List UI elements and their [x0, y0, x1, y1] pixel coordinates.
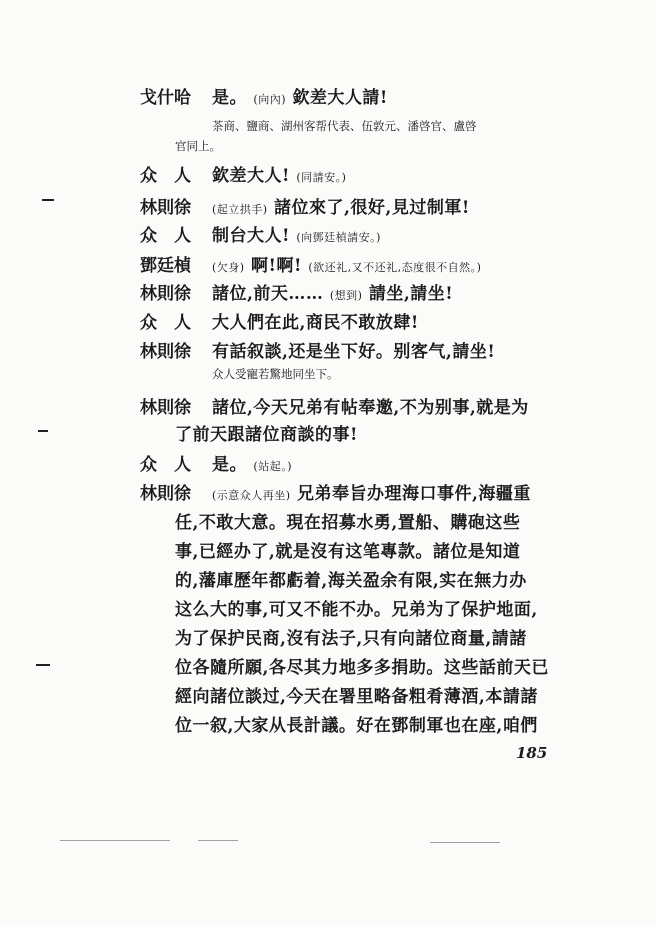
speaker-name: 众 人 [140, 455, 191, 475]
dialogue-line: (起立拱手) 諸位來了,很好,見过制軍! [212, 198, 470, 218]
dialogue-line: 制台大人! (向鄧廷楨請安。) [212, 226, 381, 246]
dialogue-continuation: 了前天跟諸位商談的事! [175, 425, 358, 445]
dialogue-line: 是。 (站起。) [212, 455, 293, 475]
scan-smudge [198, 840, 238, 841]
dialogue-continuation: 为了保护民商,沒有法子,只有向諸位商量,請諸 [175, 629, 527, 649]
stage-note: (欠身) [212, 261, 245, 274]
stage-note: (起立拱手) [212, 203, 268, 216]
dialogue-continuation: 位一叙,大家从長計議。好在鄧制軍也在座,咱們 [175, 716, 538, 736]
speaker-name: 众 人 [140, 313, 191, 333]
stage-note: (站起。) [253, 460, 293, 473]
speaker-name: 林則徐 [140, 198, 191, 218]
scan-smudge [60, 840, 170, 841]
speaker-name: 林則徐 [140, 284, 191, 304]
speaker-name: 林則徐 [140, 398, 191, 418]
scan-smudge [430, 842, 500, 843]
stage-note: (向鄧廷楨請安。) [296, 231, 381, 244]
speaker-name: 鄧廷楨 [140, 256, 191, 276]
speaker-name: 众 人 [140, 226, 191, 246]
stage-note: (欲还礼,又不还礼,态度很不自然。) [308, 261, 482, 274]
page-number: 185 [516, 744, 548, 762]
speaker-name: 众 人 [140, 166, 191, 186]
dialogue-continuation: 这么大的事,可又不能不办。兄弟为了保护地面, [175, 600, 538, 620]
margin-mark [42, 199, 54, 201]
dialogue-continuation: 位各隨所願,各尽其力地多多捐助。这些話前天已 [175, 658, 549, 678]
dialogue-continuation: 任,不敢大意。現在招募水勇,置船、購砲这些 [175, 513, 521, 533]
margin-mark [38, 430, 48, 432]
dialogue-line: (示意众人再坐) 兄弟奉旨办理海口事件,海疆重 [212, 484, 531, 504]
stage-note: (同請安。) [296, 171, 347, 184]
dialogue-line: 欽差大人! (同請安。) [212, 166, 347, 186]
dialogue-continuation: 的,藩庫歷年都虧着,海关盈余有限,实在無力办 [175, 571, 527, 591]
dialogue-continuation: 事,已經办了,就是沒有这笔專款。諸位是知道 [175, 542, 521, 562]
dialogue-line: 是。 (向內) 欽差大人請! [212, 88, 388, 108]
stage-direction: 官同上。 [175, 139, 221, 153]
margin-mark [36, 664, 50, 666]
speaker-name: 林則徐 [140, 484, 191, 504]
dialogue-continuation: 經向諸位談过,今天在署里略备粗肴薄酒,本請諸 [175, 687, 538, 707]
speaker-name: 林則徐 [140, 342, 191, 362]
dialogue-line: 有話叙談,还是坐下好。别客气,請坐! [212, 342, 496, 362]
dialogue-line: (欠身) 啊!啊! (欲还礼,又不还礼,态度很不自然。) [212, 256, 482, 276]
stage-direction: 茶商、鹽商、湖州客帮代表、伍敦元、潘啓官、盧啓 [212, 119, 477, 133]
stage-note: (示意众人再坐) [212, 489, 291, 502]
speaker-name: 戈什哈 [140, 88, 191, 108]
stage-direction: 众人受寵若驚地同坐下。 [212, 367, 339, 381]
dialogue-line: 諸位,今天兄弟有帖奉邀,不为别事,就是为 [212, 398, 529, 418]
dialogue-line: 諸位,前天…… (想到) 請坐,請坐! [212, 284, 454, 304]
stage-note: (想到) [329, 289, 363, 302]
stage-note: (向內) [253, 93, 287, 106]
dialogue-line: 大人們在此,商民不敢放肆! [212, 313, 419, 333]
